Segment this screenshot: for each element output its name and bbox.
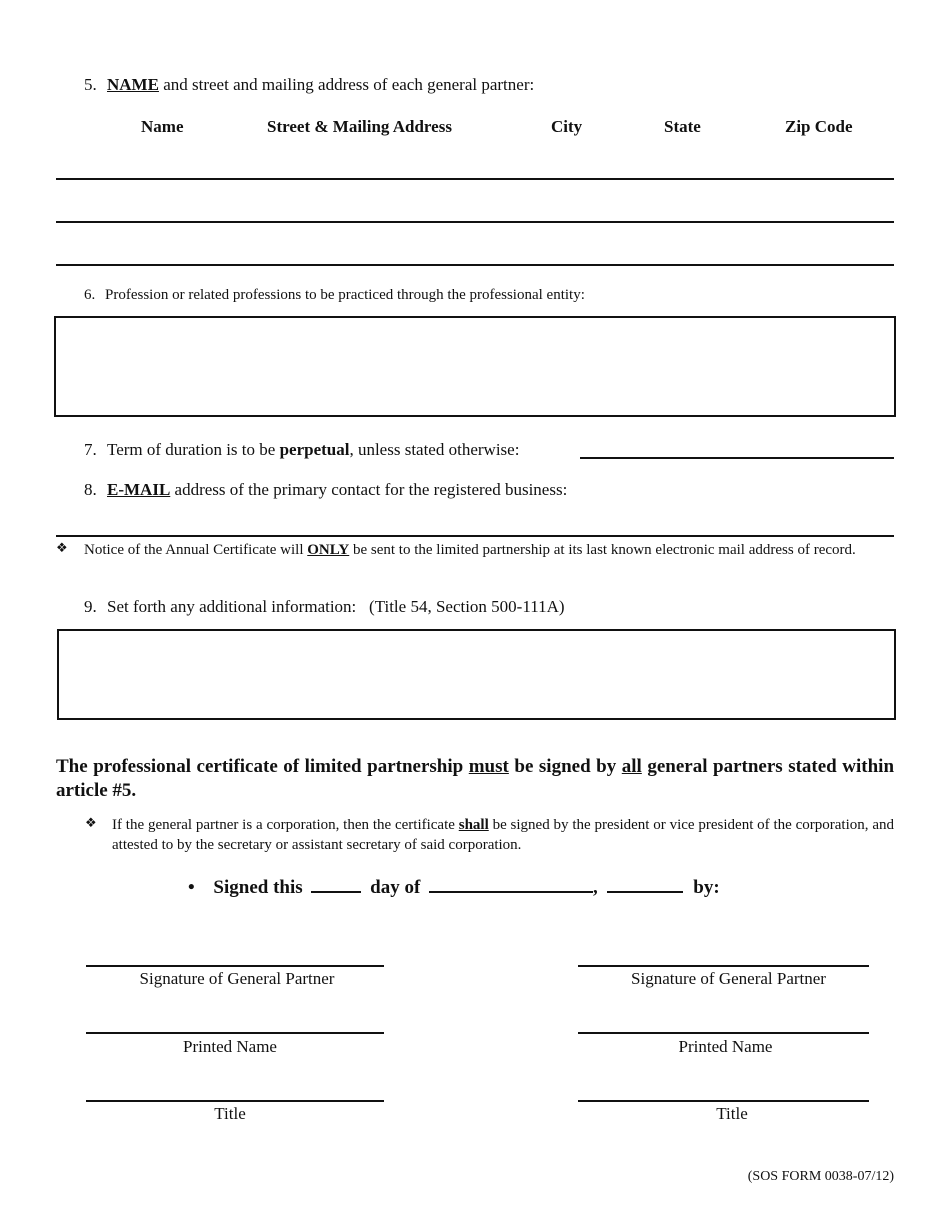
item7-post: , unless stated otherwise: (349, 440, 520, 459)
signed-line (188, 875, 720, 899)
item8-email-word: E-MAIL (107, 480, 171, 499)
signing-heading-p3: general partners stated within article #5. (56, 756, 895, 801)
col-state: State (664, 117, 701, 136)
item8-heading (84, 480, 567, 500)
partner-row-line-3[interactable] (56, 264, 894, 266)
item5-heading (84, 75, 534, 95)
col-city: City (551, 117, 583, 136)
item7-heading (84, 440, 519, 460)
partner-row-line-2[interactable] (56, 221, 894, 223)
corp-bullet-icon: ❖ (85, 815, 97, 830)
corp-note (112, 815, 894, 855)
item6-text: Profession or related professions to be practiced through the professional entity: (105, 287, 585, 303)
col-zip: Zip Code (785, 117, 853, 136)
day-blank[interactable] (311, 875, 361, 893)
notice-only: ONLY (307, 542, 350, 558)
printed-name-line-left[interactable] (86, 1032, 384, 1034)
signature-line-right[interactable] (578, 965, 869, 967)
signing-heading-p1: The professional certificate of limited partnership (56, 756, 469, 777)
corp-shall: shall (458, 817, 489, 833)
corp-post: be signed by the president or vice president of the corporation, and attested to by the secretary or assistant secretary of said corporation. (112, 817, 894, 853)
signature-label-left: Signature of General Partner (139, 969, 335, 988)
item5-number: 5. (84, 75, 97, 94)
notice-pre: Notice of the Annual Certificate will (84, 542, 308, 558)
signature-line-left[interactable] (86, 965, 384, 967)
item6-heading (84, 287, 585, 304)
notice-post: be sent to the limited partnership at its last known electronic mail address of record. (349, 542, 856, 558)
title-line-left[interactable] (86, 1100, 384, 1102)
day-of-label: day of (370, 877, 421, 898)
item9-text: Set forth any additional information: (Title 54, Section 500-111A) (107, 597, 565, 616)
form-number: (SOS FORM 0038-07/12) (747, 1169, 894, 1184)
additional-info-box[interactable] (57, 629, 896, 720)
notice-bullet-icon: ❖ (56, 540, 68, 555)
duration-line[interactable] (580, 457, 894, 459)
signed-this-label: Signed this (213, 877, 303, 898)
item6-number: 6. (84, 287, 96, 303)
item5-name-word: NAME (107, 75, 159, 94)
title-label-left: Title (214, 1104, 246, 1123)
signing-heading-p2: be signed by (508, 756, 622, 777)
item8-text: address of the primary contact for the registered business: (170, 480, 568, 499)
signing-heading-all: all (621, 756, 642, 777)
signing-heading (56, 755, 894, 803)
item7-perpetual: perpetual (279, 440, 350, 459)
email-line[interactable] (56, 535, 894, 537)
printed-name-label-left: Printed Name (183, 1037, 277, 1056)
partner-row-line-1[interactable] (56, 178, 894, 180)
month-blank[interactable] (429, 875, 593, 893)
signature-label-right: Signature of General Partner (631, 969, 826, 988)
notice-text (84, 540, 896, 560)
printed-name-label-right: Printed Name (678, 1037, 773, 1056)
item7-number: 7. (84, 440, 97, 459)
item7-pre: Term of duration is to be (107, 440, 280, 459)
printed-name-line-right[interactable] (578, 1032, 869, 1034)
item5-text: and street and mailing address of each general partner: (158, 75, 535, 94)
title-label-right: Title (716, 1104, 748, 1123)
profession-box[interactable] (54, 316, 896, 417)
corp-pre: If the general partner is a corporation, then the certificate (112, 817, 459, 833)
item8-number: 8. (84, 480, 97, 499)
col-name: Name (141, 117, 184, 136)
comma-label: , (593, 877, 598, 898)
item9-heading (84, 597, 565, 617)
item9-number: 9. (84, 597, 97, 616)
year-blank[interactable] (607, 875, 683, 893)
signing-heading-must: must (468, 756, 509, 777)
signed-bullet-icon: • (188, 877, 195, 898)
by-label: by: (693, 877, 720, 898)
col-street: Street & Mailing Address (267, 117, 452, 136)
title-line-right[interactable] (578, 1100, 869, 1102)
